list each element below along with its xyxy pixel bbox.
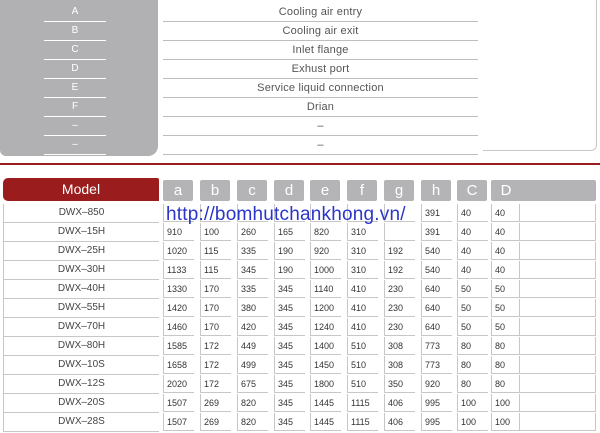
table-cell: 1400 bbox=[310, 337, 341, 355]
table-row-filler bbox=[519, 375, 596, 393]
table-row-model: DWX–70H bbox=[3, 318, 159, 337]
table-cell: 449 bbox=[237, 337, 268, 355]
table-cell: 310 bbox=[347, 261, 378, 279]
table-cell: 1115 bbox=[347, 394, 378, 412]
header-filler bbox=[519, 180, 596, 201]
table-cell: 640 bbox=[421, 280, 452, 298]
legend-letter: F bbox=[44, 98, 106, 117]
table-cell: 540 bbox=[421, 242, 452, 260]
table-cell: 1507 bbox=[163, 394, 194, 412]
table-cell: 172 bbox=[200, 375, 231, 393]
watermark-url: http://bomhutchankhong.vn/ bbox=[166, 204, 406, 225]
table-cell: 995 bbox=[421, 413, 452, 431]
table-row-filler bbox=[519, 356, 596, 374]
legend-letter: A bbox=[44, 3, 106, 22]
column-header: e bbox=[310, 180, 340, 201]
section-divider bbox=[0, 163, 600, 165]
table-cell: 192 bbox=[384, 242, 415, 260]
legend-description: Cooling air exit bbox=[163, 22, 478, 41]
table-cell: 1450 bbox=[310, 356, 341, 374]
column-header: f bbox=[347, 180, 377, 201]
model-column-header: Model bbox=[3, 178, 159, 201]
table-cell: 1330 bbox=[163, 280, 194, 298]
table-cell: 190 bbox=[274, 242, 305, 260]
legend-letter: B bbox=[44, 22, 106, 41]
table-cell: 40 bbox=[457, 204, 488, 222]
table-cell: 80 bbox=[491, 356, 522, 374]
table-cell: 269 bbox=[200, 413, 231, 431]
table-row-model: DWX–850 bbox=[3, 204, 159, 223]
table-cell: 1020 bbox=[163, 242, 194, 260]
table-cell: 50 bbox=[491, 280, 522, 298]
table-cell: 50 bbox=[491, 318, 522, 336]
table-cell: 230 bbox=[384, 280, 415, 298]
legend-description: Service liquid connection bbox=[163, 79, 478, 98]
legend-description: Cooling air entry bbox=[163, 3, 478, 22]
table-cell: 40 bbox=[457, 261, 488, 279]
table-cell: 391 bbox=[421, 204, 452, 222]
table-cell: 345 bbox=[274, 299, 305, 317]
legend-letter: – bbox=[44, 136, 106, 155]
table-cell: 100 bbox=[200, 223, 231, 241]
table-row-filler bbox=[519, 299, 596, 317]
table-cell: 170 bbox=[200, 299, 231, 317]
legend-description: – bbox=[163, 117, 478, 136]
table-row-model: DWX–10S bbox=[3, 356, 159, 375]
table-cell: 260 bbox=[237, 223, 268, 241]
table-cell: 510 bbox=[347, 375, 378, 393]
table-cell: 40 bbox=[491, 261, 522, 279]
table-row-filler bbox=[519, 280, 596, 298]
table-cell: 50 bbox=[457, 299, 488, 317]
table-row-filler bbox=[519, 318, 596, 336]
table-cell: 335 bbox=[237, 280, 268, 298]
column-header: d bbox=[274, 180, 304, 201]
table-cell: 995 bbox=[421, 394, 452, 412]
table-cell: 1115 bbox=[347, 413, 378, 431]
table-cell: 1420 bbox=[163, 299, 194, 317]
table-row-model: DWX–15H bbox=[3, 223, 159, 242]
table-cell: 345 bbox=[274, 337, 305, 355]
column-header: c bbox=[237, 180, 267, 201]
table-cell: 410 bbox=[347, 299, 378, 317]
table-cell: 920 bbox=[310, 242, 341, 260]
table-cell: 170 bbox=[200, 318, 231, 336]
table-cell: 100 bbox=[491, 413, 522, 431]
table-cell: 820 bbox=[237, 413, 268, 431]
table-cell: 820 bbox=[310, 223, 341, 241]
table-row-model: DWX–28S bbox=[3, 413, 159, 432]
table-row-filler bbox=[519, 223, 596, 241]
legend-letter: C bbox=[44, 41, 106, 60]
table-cell: 773 bbox=[421, 356, 452, 374]
table-cell: 1800 bbox=[310, 375, 341, 393]
table-cell: 1240 bbox=[310, 318, 341, 336]
table-cell: 1445 bbox=[310, 413, 341, 431]
table-row-filler bbox=[519, 242, 596, 260]
table-cell: 345 bbox=[274, 375, 305, 393]
table-cell: 1507 bbox=[163, 413, 194, 431]
table-row-model: DWX–12S bbox=[3, 375, 159, 394]
table-cell: 165 bbox=[274, 223, 305, 241]
table-cell: 675 bbox=[237, 375, 268, 393]
column-header: C bbox=[457, 180, 487, 201]
table-cell: 80 bbox=[457, 375, 488, 393]
table-cell: 40 bbox=[491, 223, 522, 241]
table-cell: 308 bbox=[384, 356, 415, 374]
legend-description: Drian bbox=[163, 98, 478, 117]
table-cell: 640 bbox=[421, 318, 452, 336]
table-cell: 115 bbox=[200, 242, 231, 260]
table-cell: 310 bbox=[347, 223, 378, 241]
table-cell: 230 bbox=[384, 299, 415, 317]
legend-letter: – bbox=[44, 117, 106, 136]
table-cell: 40 bbox=[457, 223, 488, 241]
table-cell: 499 bbox=[237, 356, 268, 374]
table-cell: 40 bbox=[457, 242, 488, 260]
legend-letter: D bbox=[44, 60, 106, 79]
table-cell: 380 bbox=[237, 299, 268, 317]
table-row-model: DWX–55H bbox=[3, 299, 159, 318]
table-cell: 910 bbox=[163, 223, 194, 241]
table-cell: 773 bbox=[421, 337, 452, 355]
table-cell: 410 bbox=[347, 318, 378, 336]
table-cell: 40 bbox=[491, 204, 522, 222]
table-cell: 100 bbox=[457, 413, 488, 431]
table-cell: 406 bbox=[384, 413, 415, 431]
table-cell: 1200 bbox=[310, 299, 341, 317]
table-cell: 640 bbox=[421, 299, 452, 317]
column-header: h bbox=[421, 180, 451, 201]
table-cell: 172 bbox=[200, 337, 231, 355]
table-row-model: DWX–40H bbox=[3, 280, 159, 299]
table-row-model: DWX–20S bbox=[3, 394, 159, 413]
table-cell: 1445 bbox=[310, 394, 341, 412]
table-cell: 2020 bbox=[163, 375, 194, 393]
table-cell: 1658 bbox=[163, 356, 194, 374]
column-header: D bbox=[491, 180, 521, 201]
table-cell: 391 bbox=[421, 223, 452, 241]
table-cell: 820 bbox=[237, 394, 268, 412]
table-row-model: DWX–30H bbox=[3, 261, 159, 280]
table-cell: 1133 bbox=[163, 261, 194, 279]
table-cell: 80 bbox=[457, 356, 488, 374]
table-cell: 510 bbox=[347, 337, 378, 355]
table-cell: 1460 bbox=[163, 318, 194, 336]
table-cell: 350 bbox=[384, 375, 415, 393]
table-cell: 345 bbox=[274, 394, 305, 412]
table-cell: 335 bbox=[237, 242, 268, 260]
table-cell: 190 bbox=[274, 261, 305, 279]
table-cell: 420 bbox=[237, 318, 268, 336]
table-row-filler bbox=[519, 261, 596, 279]
table-cell: 310 bbox=[347, 242, 378, 260]
table-cell: 115 bbox=[200, 261, 231, 279]
table-cell: 40 bbox=[491, 242, 522, 260]
table-cell: 345 bbox=[274, 413, 305, 431]
table-cell: 172 bbox=[200, 356, 231, 374]
legend-description: – bbox=[163, 136, 478, 155]
table-cell: 1140 bbox=[310, 280, 341, 298]
legend-description: Inlet flange bbox=[163, 41, 478, 60]
table-cell: 192 bbox=[384, 261, 415, 279]
column-header: g bbox=[384, 180, 414, 201]
table-cell: 50 bbox=[457, 280, 488, 298]
table-cell: 80 bbox=[457, 337, 488, 355]
table-cell: 345 bbox=[274, 356, 305, 374]
table-row-filler bbox=[519, 394, 596, 412]
table-row-filler bbox=[519, 337, 596, 355]
table-cell: 1585 bbox=[163, 337, 194, 355]
table-cell: 170 bbox=[200, 280, 231, 298]
table-row-filler bbox=[519, 413, 596, 431]
table-cell: 100 bbox=[491, 394, 522, 412]
column-header: a bbox=[163, 180, 193, 201]
table-cell: 920 bbox=[421, 375, 452, 393]
table-row-model: DWX–80H bbox=[3, 337, 159, 356]
legend-letter: E bbox=[44, 79, 106, 98]
table-cell: 1000 bbox=[310, 261, 341, 279]
table-row-filler bbox=[519, 204, 596, 222]
table-cell: 308 bbox=[384, 337, 415, 355]
legend-description: Exhust port bbox=[163, 60, 478, 79]
legend-empty-box bbox=[483, 0, 597, 151]
table-cell: 410 bbox=[347, 280, 378, 298]
table-cell: 269 bbox=[200, 394, 231, 412]
table-cell: 80 bbox=[491, 375, 522, 393]
table-cell: 50 bbox=[457, 318, 488, 336]
table-cell: 345 bbox=[274, 280, 305, 298]
table-cell: 540 bbox=[421, 261, 452, 279]
table-cell: 230 bbox=[384, 318, 415, 336]
table-cell: 100 bbox=[457, 394, 488, 412]
column-header: b bbox=[200, 180, 230, 201]
table-cell: 510 bbox=[347, 356, 378, 374]
table-cell: 345 bbox=[274, 318, 305, 336]
table-cell: 80 bbox=[491, 337, 522, 355]
table-row-model: DWX–25H bbox=[3, 242, 159, 261]
table-cell: 345 bbox=[237, 261, 268, 279]
table-cell: 50 bbox=[491, 299, 522, 317]
table-cell: 406 bbox=[384, 394, 415, 412]
